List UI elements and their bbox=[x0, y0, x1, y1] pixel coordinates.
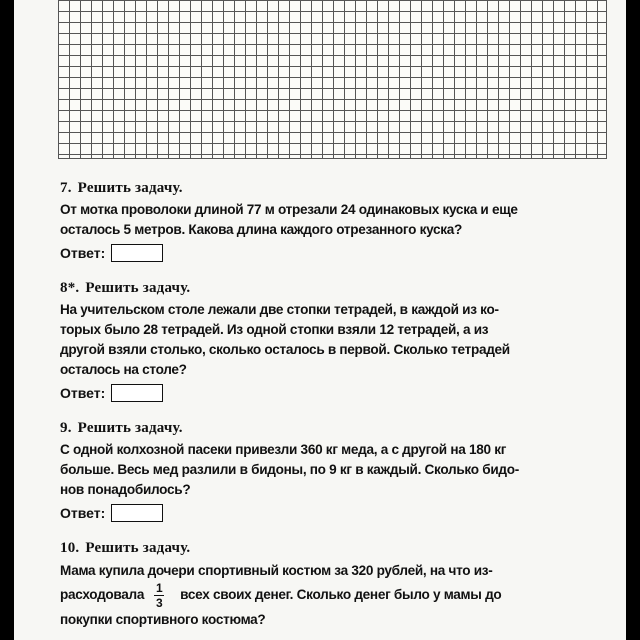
task-line: Мама купила дочери спортивный костюм за 320 рублей, на что из- bbox=[60, 563, 493, 578]
answer-row bbox=[60, 244, 608, 262]
task-9 bbox=[60, 420, 608, 522]
answer-row bbox=[60, 384, 608, 402]
task-text bbox=[60, 560, 608, 631]
task-heading bbox=[60, 280, 608, 297]
answer-box[interactable] bbox=[111, 504, 163, 522]
answer-box[interactable] bbox=[111, 244, 163, 262]
task-line: больше. Весь мед разлили в бидоны, по 9 кг в каждый. Сколько бидо- bbox=[60, 462, 519, 477]
task-title: Решить задачу. bbox=[85, 280, 191, 296]
squared-grid-area bbox=[58, 0, 607, 159]
task-7 bbox=[60, 180, 608, 262]
task-heading bbox=[60, 180, 608, 197]
fraction bbox=[154, 582, 164, 609]
task-line: На учительском столе лежали две стопки тетрадей, в каждой из ко- bbox=[60, 302, 499, 317]
task-text bbox=[60, 200, 608, 240]
task-line: покупки спортивного костюма? bbox=[60, 612, 266, 627]
task-text bbox=[60, 300, 608, 380]
fraction-denominator: 3 bbox=[155, 596, 163, 610]
task-line: От мотка проволоки длиной 77 м отрезали 24 одинаковых куска и еще bbox=[60, 202, 518, 217]
task-heading bbox=[60, 540, 608, 557]
answer-row bbox=[60, 504, 608, 522]
task-line: нов понадобилось? bbox=[60, 482, 191, 497]
task-title: Решить задачу. bbox=[85, 540, 191, 556]
task-line-before-fraction: расходовала bbox=[60, 587, 145, 603]
task-title: Решить задачу. bbox=[77, 180, 183, 196]
task-title: Решить задачу. bbox=[77, 420, 183, 436]
answer-label: Ответ: bbox=[60, 245, 106, 261]
task-line-after-fraction: всех своих денег. Сколько денег было у мамы до bbox=[180, 587, 502, 603]
task-line: торых было 28 тетрадей. Из одной стопки взяли 12 тетрадей, а из bbox=[60, 322, 489, 337]
task-line: осталось 5 метров. Какова длина каждого отрезанного куска? bbox=[60, 222, 463, 237]
worksheet-page bbox=[14, 0, 626, 640]
task-line: С одной колхозной пасеки привезли 360 кг меда, а с другой на 180 кг bbox=[60, 442, 507, 457]
task-text bbox=[60, 440, 608, 500]
task-number: 8*. bbox=[60, 280, 80, 296]
task-heading bbox=[60, 420, 608, 437]
task-line: другой взяли столько, сколько осталось в первой. Сколько тетрадей bbox=[60, 342, 510, 357]
task-10 bbox=[60, 540, 608, 631]
task-number: 10. bbox=[60, 540, 80, 556]
task-8 bbox=[60, 280, 608, 402]
fraction-numerator: 1 bbox=[155, 581, 163, 595]
task-number: 7. bbox=[60, 180, 72, 196]
answer-label: Ответ: bbox=[60, 385, 106, 401]
task-line: осталось на столе? bbox=[60, 362, 187, 377]
answer-label: Ответ: bbox=[60, 505, 106, 521]
answer-box[interactable] bbox=[111, 384, 163, 402]
task-number: 9. bbox=[60, 420, 72, 436]
